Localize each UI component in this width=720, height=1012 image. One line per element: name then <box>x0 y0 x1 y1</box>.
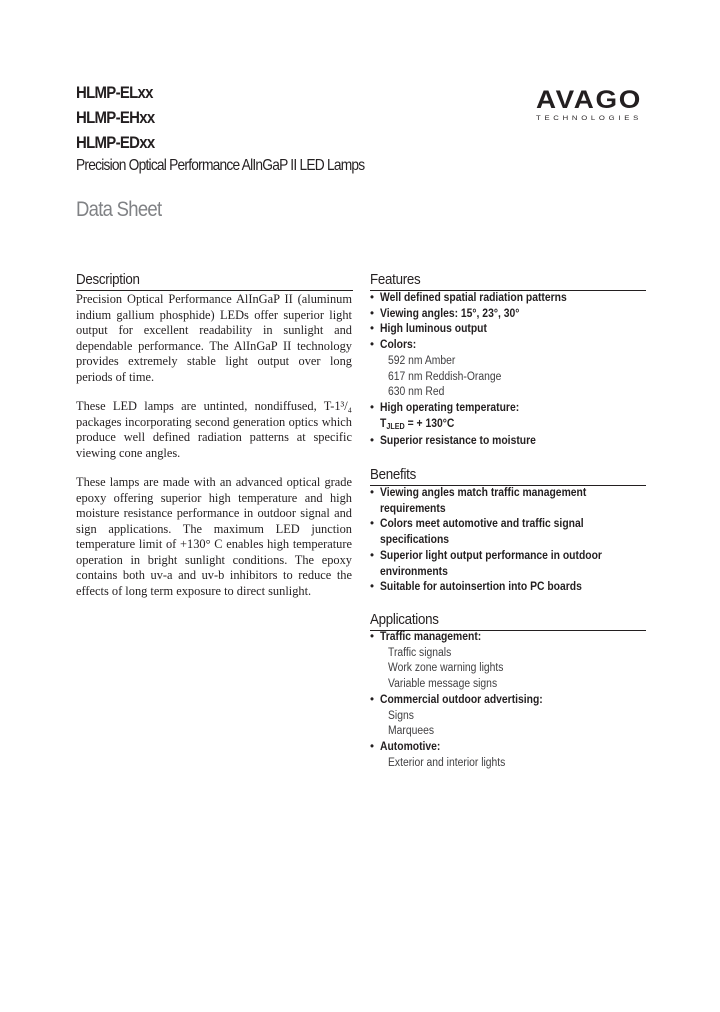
list-item: • Well defined spatial radiation patterns <box>370 291 670 307</box>
list-subitem: Marquees <box>388 725 435 738</box>
list-item: • Traffic management: <box>370 630 670 646</box>
list-item: • Automotive: <box>370 740 670 756</box>
bullet-icon: • <box>370 740 375 753</box>
list-item: • Superior light output performance in outdoor environments <box>370 549 602 578</box>
doc-type-label: Data Sheet <box>76 198 162 221</box>
bullet-icon: • <box>370 339 375 352</box>
logo-tagline: TECHNOLOGIES <box>536 115 642 122</box>
bullet-icon: • <box>370 631 375 643</box>
bullet-icon: • <box>370 487 375 499</box>
bullet-icon: • <box>370 323 375 336</box>
list-item: • Viewing angles match traffic management requirements <box>370 487 587 515</box>
list-subitem: Variable message signs <box>388 678 498 691</box>
list-item: • Superior resistance to moisture <box>370 434 670 450</box>
description-paragraph-2: These LED lamps are untinted, nondiffused, T-1³/₄ packages incorporating second generation optics which produce well defined radiation patterns at specific viewing cone angles. <box>76 399 352 460</box>
benefits-heading: Benefits <box>370 467 416 483</box>
applications-list <box>370 630 670 771</box>
temperature-spec: TJLED = + 130°C <box>380 417 455 431</box>
document-subtitle: Precision Optical Performance AlInGaP II LED Lamps <box>76 157 365 174</box>
bullet-icon: • <box>370 307 375 320</box>
list-subitem: Signs <box>388 709 414 722</box>
features-heading: Features <box>370 272 421 288</box>
description-paragraph-3: These lamps are made with an advanced optical grade epoxy offering superior high temperature and high moisture resistance performance in outdoor signal and sign applications. The maximum LED junction temperature limit of +130° C enables high temperature operation in bright sunlight conditions. The epoxy contains both uv-a and uv-b inhibitors to reduce the effects of long term exposure to direct sunlight. <box>76 475 352 598</box>
bullet-icon: • <box>370 292 375 304</box>
bullet-icon: • <box>370 435 375 448</box>
list-item: • Colors meet automotive and traffic signal specifications <box>370 518 584 547</box>
description-divider <box>76 290 353 291</box>
list-subitem: Work zone warning lights <box>388 662 504 675</box>
list-subitem: Exterior and interior lights <box>388 756 506 769</box>
part-number-2: HLMP-EHxx <box>76 108 155 127</box>
description-heading: Description <box>76 272 140 288</box>
list-item: • Viewing angles: 15°, 23°, 30° <box>370 307 670 323</box>
applications-heading: Applications <box>370 612 439 628</box>
list-item: • High luminous output <box>370 322 670 338</box>
list-subitem: 630 nm Red <box>388 386 445 399</box>
bullet-icon: • <box>370 549 375 562</box>
bullet-icon: • <box>370 518 375 531</box>
avago-logo <box>534 84 644 124</box>
list-item: • Suitable for autoinsertion into PC boards <box>370 580 670 596</box>
features-list <box>370 291 670 450</box>
list-item: • Colors: <box>370 338 670 354</box>
list-item: • High operating temperature: <box>370 401 670 417</box>
bullet-icon: • <box>370 401 375 414</box>
description-paragraph-1: Precision Optical Performance AlInGaP II (aluminum indium gallium phosphide) LEDs offer superior light output for excellent readability in sunlight and dependable performance. The AlInGaP II technology provides extremely stable light output over long periods of time. <box>76 292 352 384</box>
part-number-1: HLMP-ELxx <box>76 83 153 102</box>
bullet-icon: • <box>370 693 375 706</box>
list-subitem: Traffic signals <box>388 646 452 659</box>
list-subitem: 592 nm Amber <box>388 354 456 367</box>
logo-wordmark: AVAGO <box>536 86 642 114</box>
list-item: • Commercial outdoor advertising: <box>370 693 670 709</box>
list-subitem: 617 nm Reddish-Orange <box>388 370 502 383</box>
part-number-3: HLMP-EDxx <box>76 133 155 152</box>
bullet-icon: • <box>370 581 375 594</box>
part-number-list <box>76 80 165 155</box>
benefits-list <box>370 486 670 596</box>
